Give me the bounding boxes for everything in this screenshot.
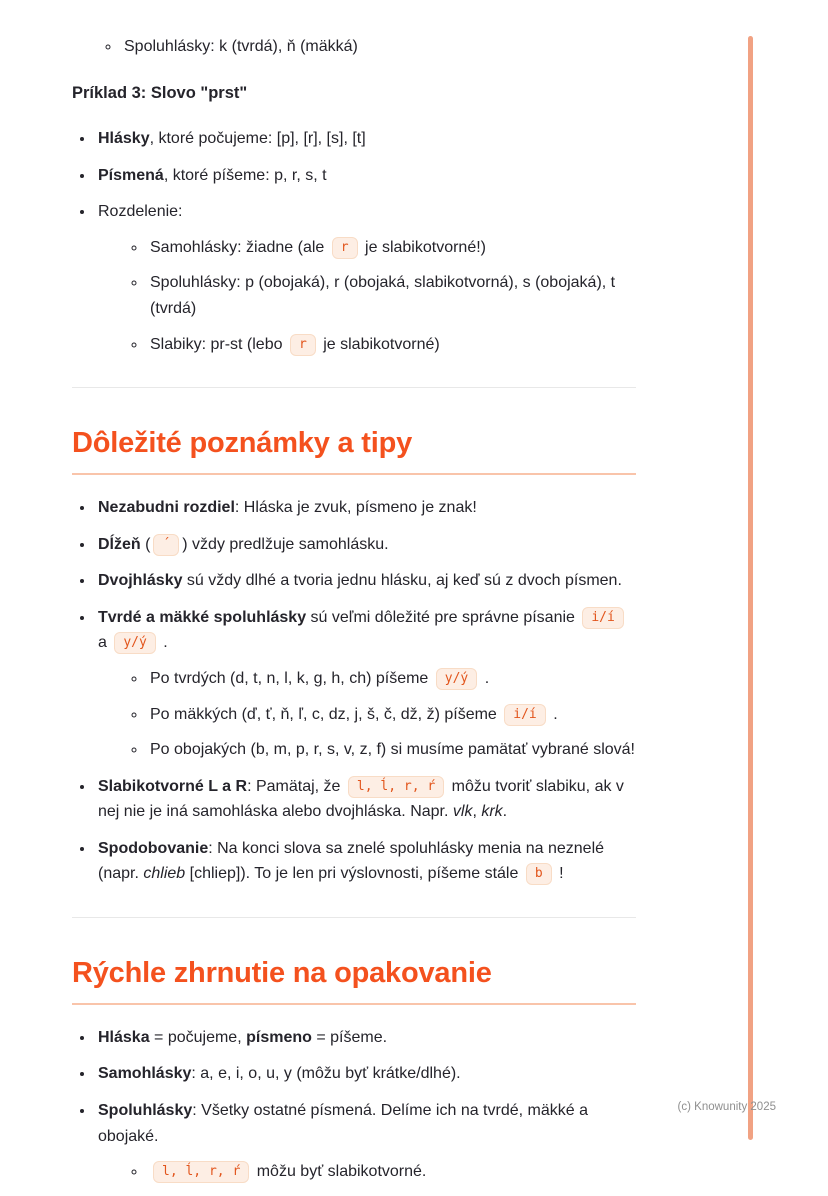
list-item-spoluhlasky	[147, 270, 636, 321]
spoluhlasky-sublist	[124, 1159, 636, 1185]
list-item-hlasky	[95, 126, 636, 152]
inline-code-chip: r	[290, 334, 316, 356]
list-text: Rozdelenie:	[98, 203, 183, 221]
document-content	[72, 34, 636, 1196]
list-item-dvojhlasky	[95, 568, 636, 594]
inline-code-chip: i/í	[504, 704, 545, 726]
italic-word: krk	[481, 803, 503, 821]
list-text: : Hláska je zvuk, písmeno je znak!	[234, 498, 477, 516]
list-text: sú vždy dlhé a tvoria jednu hlásku, aj keď sú z dvoch písmen.	[182, 572, 622, 590]
list-text: , ktoré píšeme: p, r, s, t	[163, 166, 327, 184]
rozdelenie-sublist	[124, 235, 636, 357]
list-text: ) vždy predlžuje samohlásku.	[182, 535, 389, 553]
list-text: môžu byť slabikotvorné.	[252, 1163, 427, 1181]
notes-list	[72, 495, 636, 887]
list-text: je slabikotvorné!)	[360, 238, 486, 256]
inline-code-chip: b	[526, 863, 552, 885]
term-bold: písmeno	[246, 1028, 312, 1046]
list-item-slabiky	[147, 332, 636, 358]
inline-code-chip: i/í	[582, 607, 623, 629]
list-text: .	[480, 669, 490, 687]
list-text: môžu tvoriť slabiku, ak v nej nie je iná samohláska alebo dvojhláska. Napr.	[98, 777, 624, 821]
list-text: (	[140, 535, 151, 553]
list-item-po-makkych	[147, 702, 636, 728]
list-text: : Všetky ostatné písmená. Delíme ich na tvrdé, mäkké a obojaké.	[98, 1102, 588, 1145]
list-text: ,	[472, 803, 482, 821]
list-item-spodobovanie	[95, 836, 636, 887]
section-divider	[72, 917, 636, 918]
inline-code-chip: l, ĺ, r, ŕ	[153, 1161, 249, 1183]
example-heading: Príklad 3: Slovo "prst"	[72, 83, 248, 102]
copyright-footer: (c) Knowunity 2025	[677, 1101, 776, 1113]
list-item-tvrde-makke	[95, 605, 636, 763]
list-text: Po mäkkých (ď, ť, ň, ľ, c, dz, j, š, č, dž, ž) píšeme	[150, 705, 502, 723]
list-text: : Na konci slova sa znelé spoluhlásky menia na neznelé (napr.	[98, 839, 605, 883]
inline-code-chip: l, ĺ, r, ŕ	[348, 776, 444, 798]
list-item-samohlasky-sum	[95, 1061, 636, 1087]
list-text: a	[98, 634, 112, 652]
list-text: .	[502, 803, 508, 821]
list-text: : Pamätaj, že	[247, 777, 345, 795]
list-text: .	[158, 634, 168, 652]
inline-code-chip: r	[332, 237, 358, 259]
list-text: .	[548, 705, 558, 723]
list-text: = píšeme.	[311, 1028, 388, 1046]
inline-code-chip: y/ý	[114, 632, 155, 654]
term-bold: Hláska	[98, 1028, 150, 1046]
list-text: : a, e, i, o, u, y (môžu byť krátke/dlhé).	[191, 1065, 461, 1083]
list-item-spoluhlasky-k	[121, 34, 636, 60]
list-text: Spoluhlásky: k (tvrdá), ň (mäkká)	[124, 38, 358, 55]
list-item-po-tvrdych	[147, 666, 636, 692]
term-bold: Spodobovanie	[98, 839, 209, 857]
term-bold: Dĺžeň	[98, 535, 141, 553]
inline-code-chip: ´	[153, 534, 179, 556]
section-divider	[72, 387, 636, 388]
inline-code-chip: y/ý	[436, 668, 477, 690]
list-text: , ktoré počujeme: [p], [r], [s], [t]	[149, 129, 366, 147]
section-heading-notes: Dôležité poznámky a tipy	[72, 426, 636, 475]
list-item-slabikotvorne	[95, 774, 636, 825]
list-text: Slabiky: pr-st (lebo	[150, 335, 287, 353]
list-item-samohlasky	[147, 235, 636, 261]
list-text: sú veľmi dôležité pre správne písanie	[306, 608, 580, 626]
term-bold: Nezabudni rozdiel	[98, 498, 235, 516]
term-bold: Dvojhlásky	[98, 572, 183, 590]
tvrde-makke-sublist	[124, 666, 636, 763]
list-text: Po obojakých (b, m, p, r, s, v, z, f) si musíme pamätať vybrané slová!	[150, 741, 635, 759]
term-bold: Tvrdé a mäkké spoluhlásky	[98, 608, 307, 626]
list-item-po-obojakych	[147, 737, 636, 763]
intro-sublist	[98, 34, 636, 60]
term-bold: Hlásky	[98, 129, 150, 147]
example-list	[72, 126, 636, 357]
list-item-spoluhlasky-sum	[95, 1098, 636, 1185]
term-bold: Slabikotvorné L a R	[98, 777, 248, 795]
term-bold: Spoluhlásky	[98, 1102, 193, 1120]
list-item-dlzen	[95, 532, 636, 558]
page-edge-bar	[748, 36, 753, 1140]
summary-list	[72, 1025, 636, 1185]
list-text: Spoluhlásky: p (obojaká), r (obojaká, slabikotvorná), s (obojaká), t (tvrdá)	[150, 274, 616, 317]
list-item-rozdiel	[95, 495, 636, 521]
section-heading-summary: Rýchle zhrnutie na opakovanie	[72, 956, 636, 1005]
list-text: Samohlásky: žiadne (ale	[150, 238, 329, 256]
list-text: !	[554, 865, 564, 883]
list-item-hlaska-pismeno	[95, 1025, 636, 1051]
italic-word: chlieb	[143, 865, 186, 883]
list-item-pismena	[95, 163, 636, 189]
list-item-slabikotvorne-sum	[147, 1159, 636, 1185]
list-text: Po tvrdých (d, t, n, l, k, g, h, ch) píšeme	[150, 669, 433, 687]
term-bold: Písmená	[98, 166, 164, 184]
italic-word: vlk	[452, 803, 473, 821]
list-item-rozdelenie	[95, 199, 636, 357]
list-text: [chliep]). To je len pri výslovnosti, píšeme stále	[185, 865, 523, 883]
term-bold: Samohlásky	[98, 1065, 192, 1083]
list-text: = počujeme,	[149, 1028, 247, 1046]
list-text: je slabikotvorné)	[318, 335, 440, 353]
